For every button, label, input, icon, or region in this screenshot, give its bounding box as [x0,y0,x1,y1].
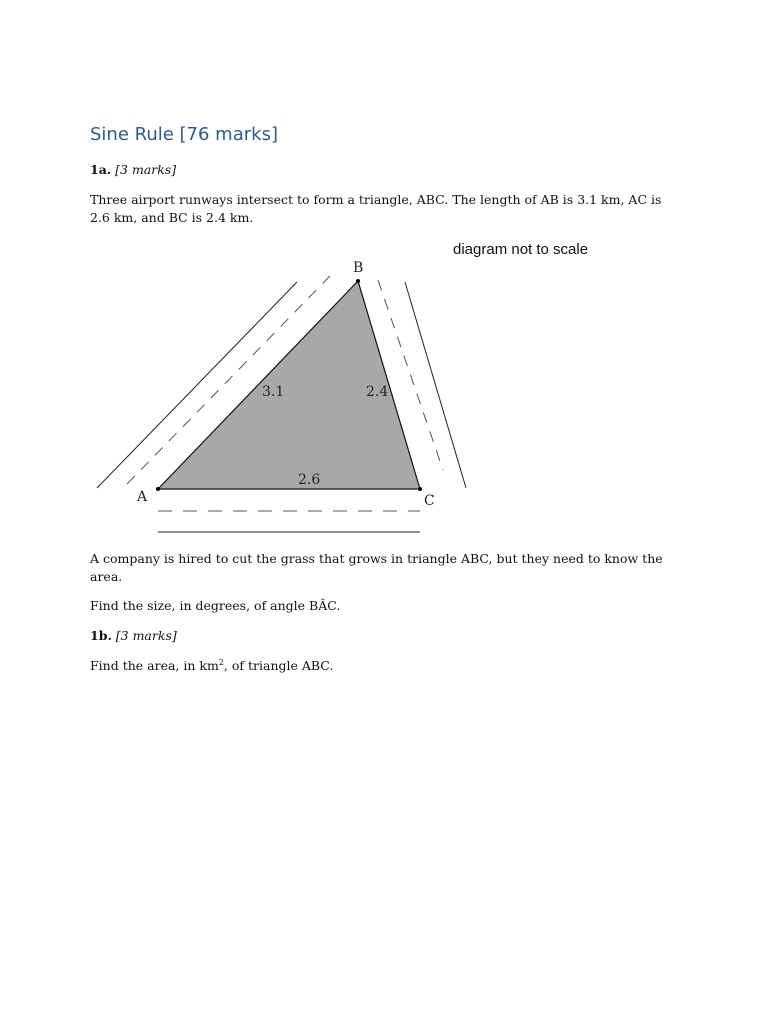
diagram-note: diagram not to scale [453,241,589,258]
find-angle-instruction: Find the size, in degrees, of angle BÂC. [90,598,341,613]
area-unit-exponent: 2 [218,657,224,667]
find-area-instruction [90,657,670,675]
side-ac-label: 2.6 [298,472,321,488]
question-marks: [3 marks] [115,628,177,643]
vertex-b-point [356,279,360,283]
question-1b-header [90,627,670,645]
question-1a-header [90,161,670,179]
question-1a-text: Three airport runways intersect to form a triangle, ABC. The length of AB is 3.1 km, AC is 2.6 km, and BC is 2.4 km. [90,192,662,225]
question-number: 1a. [90,162,112,177]
context-paragraph: A company is hired to cut the grass that grows in triangle ABC, but they need to know the area. [90,551,663,584]
vertex-c-label: C [424,493,435,509]
vertex-b-label: B [353,260,364,276]
page-title: Sine Rule [76 marks] [90,124,278,145]
triangle-diagram [0,230,768,540]
vertex-a-point [156,487,160,491]
question-marks: [3 marks] [115,162,177,177]
find-area-text-end: , of triangle ABC. [223,658,334,673]
find-area-text: Find the area, in km [90,658,219,673]
question-number: 1b. [90,628,112,643]
vertex-c-point [418,487,422,491]
runway-bc-outer-edge [405,282,466,488]
side-ab-label: 3.1 [262,384,285,400]
vertex-a-label: A [137,489,148,505]
side-bc-label: 2.4 [366,384,389,400]
